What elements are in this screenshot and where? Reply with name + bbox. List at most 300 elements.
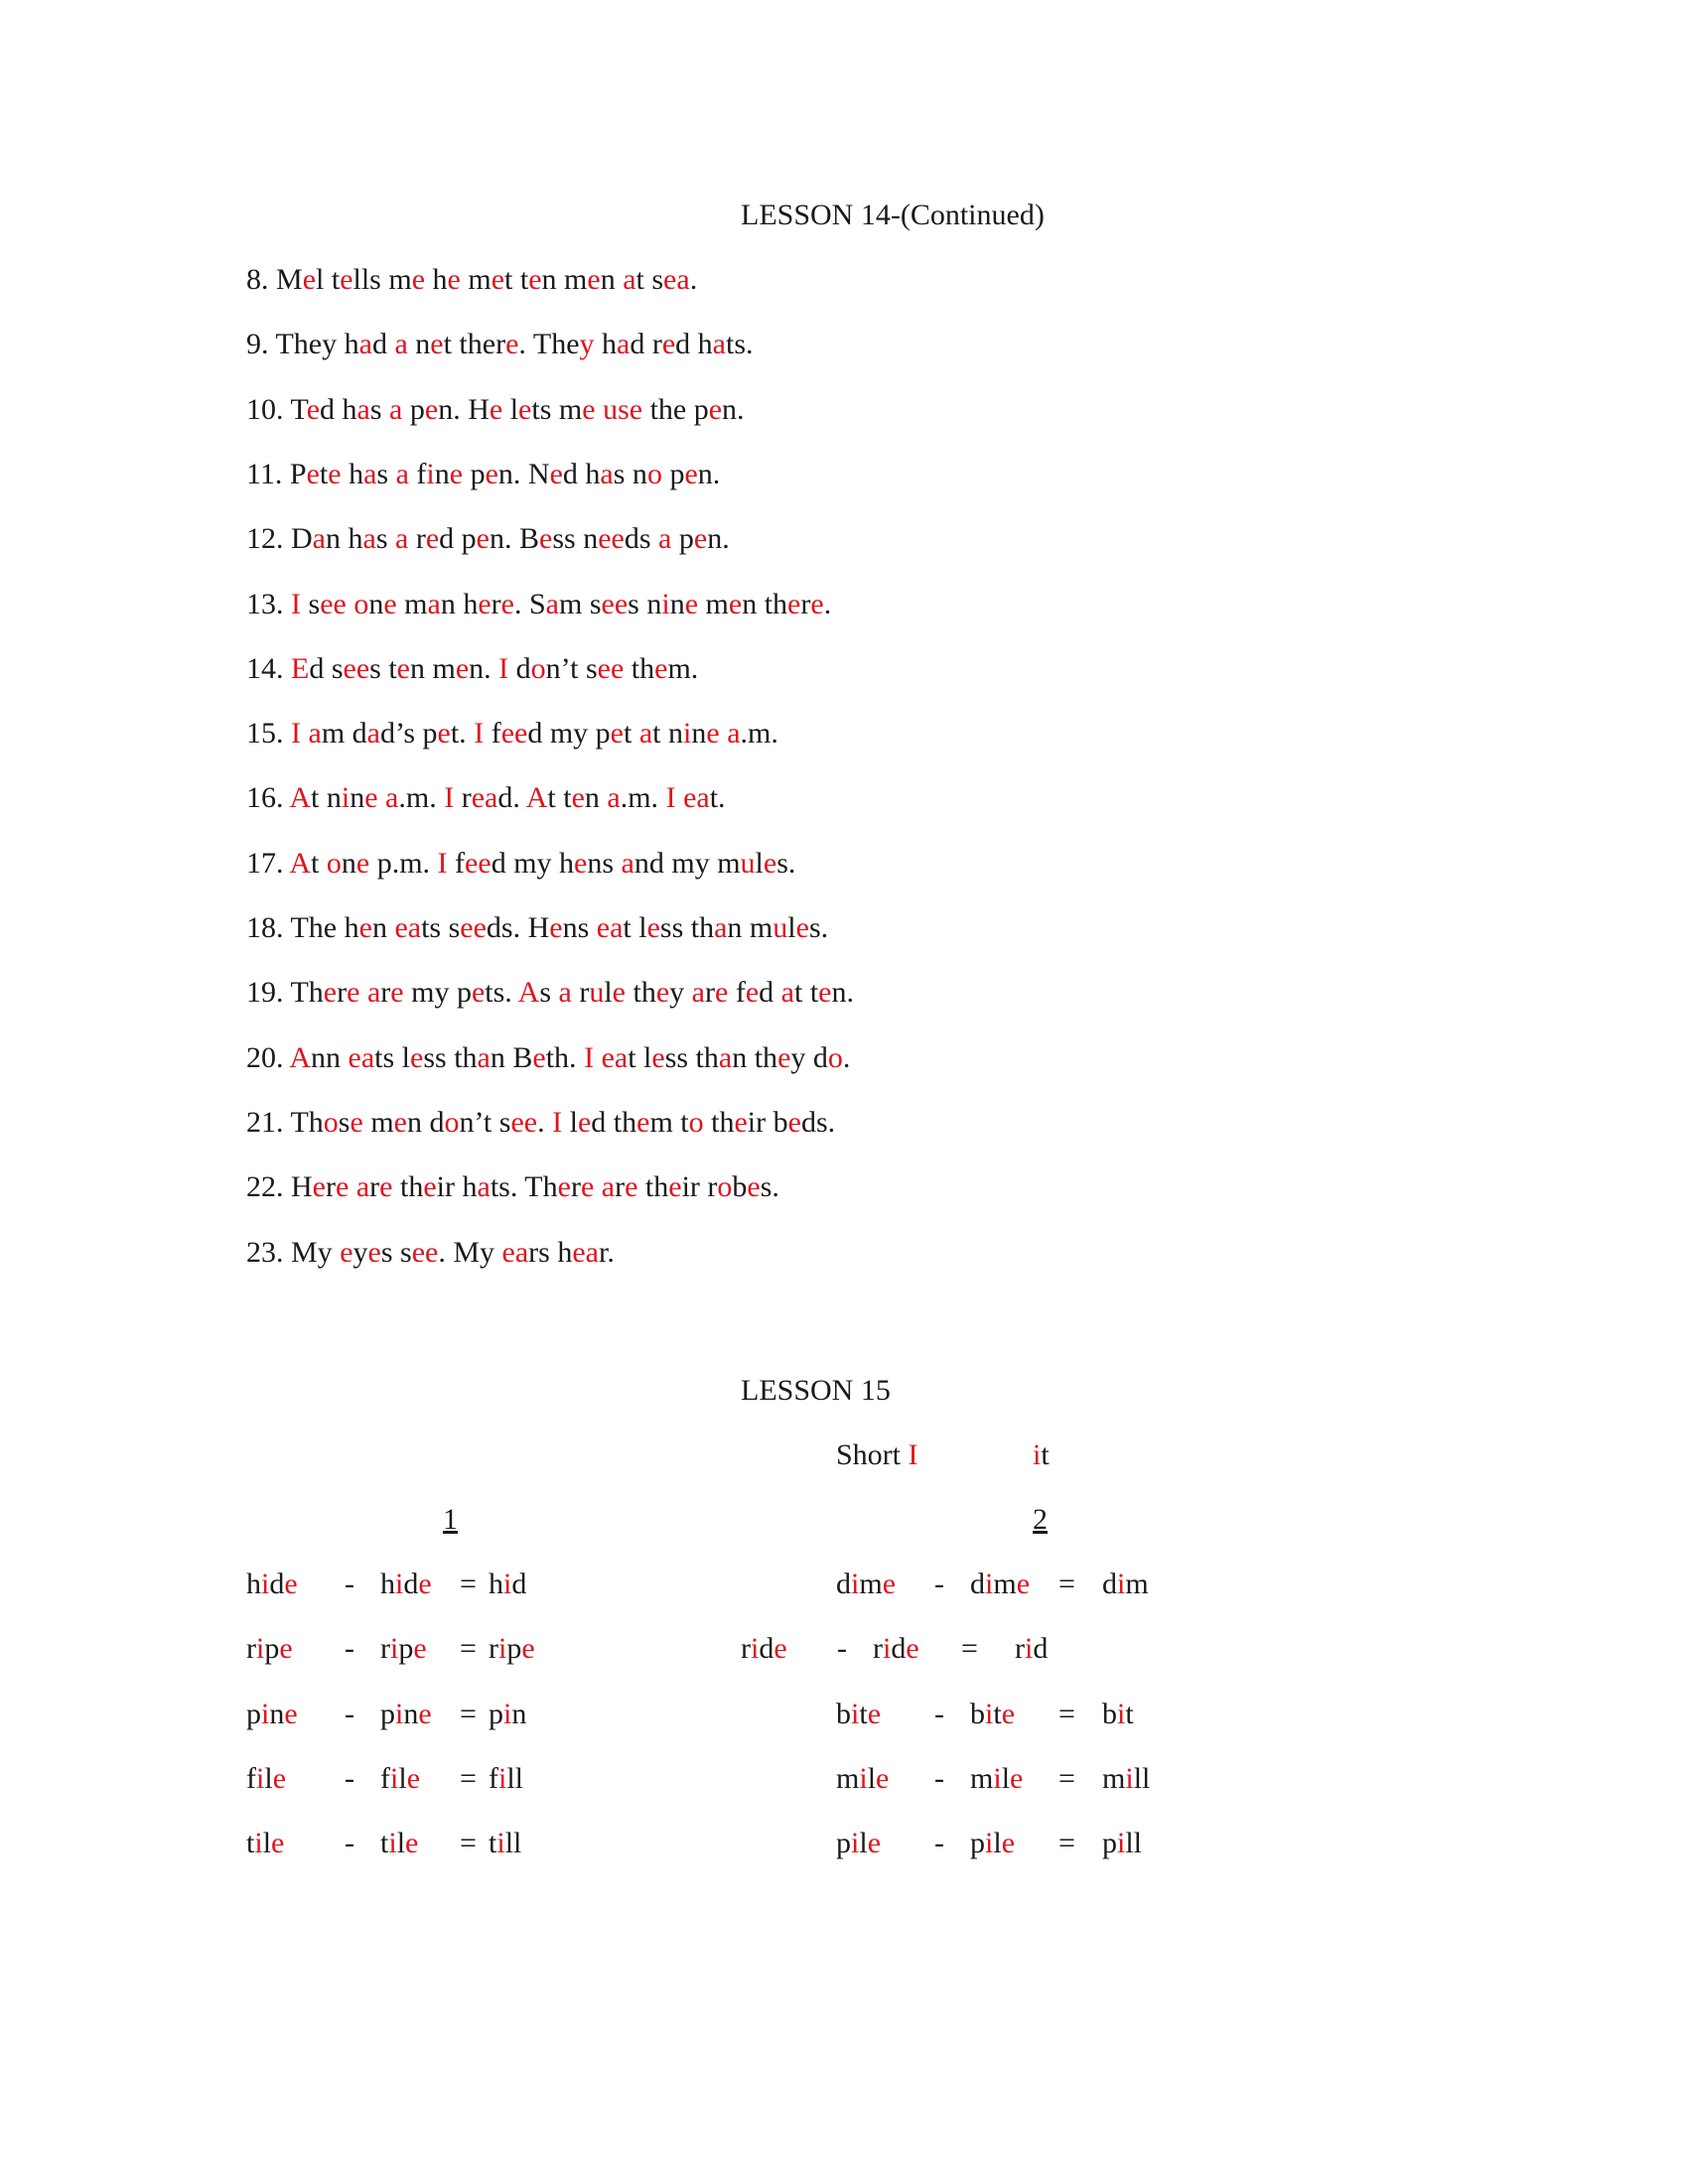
equals-symbol: = (1058, 1568, 1075, 1600)
text-segment: n. (697, 457, 721, 490)
text-segment: l (859, 1827, 868, 1860)
highlighted-letters: A (525, 781, 548, 815)
text-segment: n (403, 1697, 419, 1730)
text-segment: d (269, 1568, 285, 1600)
text-segment: ss th (664, 1040, 719, 1074)
text-segment: 16. (246, 781, 290, 815)
text-segment: h (425, 263, 448, 296)
text-segment: l (264, 1761, 273, 1795)
column-2-label: 2 (1033, 1503, 1048, 1536)
text-segment: r. (598, 1235, 615, 1269)
highlighted-letters: ee (465, 846, 492, 880)
text-segment: d h (320, 392, 357, 426)
short-vowel-word (489, 1632, 535, 1666)
text-segment: p (1102, 1827, 1117, 1860)
text-segment: 17. (246, 846, 290, 880)
text-segment: n (407, 328, 431, 361)
highlighted-letters: a (355, 1170, 370, 1204)
highlighted-letters: e (577, 1105, 592, 1139)
equals-symbol: = (460, 1827, 477, 1860)
text-segment: ll (506, 1761, 524, 1795)
highlighted-letters: e (532, 1040, 546, 1074)
text-segment: m (362, 1105, 394, 1139)
text-segment: 18. The h (246, 911, 359, 944)
highlighted-letters: A (289, 846, 312, 880)
long-vowel-word (246, 1698, 298, 1731)
highlighted-letters: ee (598, 522, 625, 556)
highlighted-letters: I (584, 1040, 595, 1074)
text-segment: f (380, 1761, 390, 1795)
text-segment: r (454, 781, 472, 815)
text-segment: n. (707, 522, 730, 556)
text-segment: s (376, 457, 396, 490)
text-segment: f (408, 457, 427, 490)
short-vowel-word (1015, 1632, 1048, 1666)
sentence-line (246, 263, 697, 297)
dash-symbol: - (934, 1827, 944, 1860)
highlighted-letters: e (651, 1040, 665, 1074)
text-segment: n. (831, 976, 854, 1010)
highlighted-letters: e (708, 392, 723, 426)
highlighted-letters: e (355, 846, 370, 880)
text-segment: 14. (246, 651, 291, 685)
dash-symbol: - (345, 1761, 354, 1795)
highlighted-letters: e (661, 328, 676, 361)
highlighted-letters: e (406, 1761, 421, 1795)
short-i-label (836, 1438, 918, 1472)
highlighted-letters: e (347, 976, 360, 1010)
highlighted-letters: e (312, 1170, 326, 1204)
highlighted-letters: e (795, 911, 809, 944)
highlighted-letters: ee (411, 1235, 439, 1269)
highlighted-letters: a (712, 328, 726, 361)
text-segment: n (669, 587, 685, 620)
highlighted-letters: a (358, 328, 372, 361)
text-segment: l (562, 1105, 578, 1139)
highlighted-letters: i (256, 1632, 265, 1666)
highlighted-letters: ea (572, 1235, 599, 1269)
long-vowel-word-repeat (380, 1568, 432, 1601)
text-segment: . (689, 263, 698, 296)
text-segment: p (661, 457, 685, 490)
text-segment: t. (709, 781, 726, 815)
text-segment: ir b (747, 1105, 788, 1139)
highlighted-letters: a (600, 457, 614, 490)
highlighted-letters: a (356, 392, 370, 426)
text-segment: d my p (527, 717, 611, 751)
highlighted-letters: e (358, 911, 372, 944)
highlighted-letters: i (390, 1632, 399, 1666)
highlighted-letters: e (336, 1170, 350, 1204)
highlighted-letters: o (827, 1040, 843, 1074)
text-segment: n (511, 1697, 527, 1730)
highlighted-letters: e (668, 1170, 682, 1204)
highlighted-letters: e (1001, 1697, 1016, 1730)
text-segment: th. (545, 1040, 585, 1074)
equals-symbol: = (961, 1632, 978, 1666)
highlighted-letters: i (851, 1827, 860, 1860)
text-segment: t (311, 846, 327, 880)
highlighted-letters: e (612, 976, 626, 1010)
highlighted-letters: use (603, 392, 643, 426)
long-vowel-word-repeat (970, 1762, 1023, 1796)
sentence-line (246, 458, 720, 491)
text-segment: p (402, 392, 425, 426)
highlighted-letters: A (289, 781, 312, 815)
text-segment: h (341, 457, 364, 490)
text-segment: 12. D (246, 522, 313, 556)
highlighted-letters: o (353, 587, 369, 620)
highlighted-letters: e (350, 1105, 363, 1139)
text-segment: p (489, 1697, 503, 1730)
highlighted-letters: e (574, 846, 588, 880)
highlighted-letters: i (1117, 1827, 1126, 1860)
highlighted-letters: e (867, 1697, 882, 1730)
text-segment: t (489, 1827, 497, 1860)
highlighted-letters: e (636, 1105, 650, 1139)
text-segment (359, 976, 367, 1009)
text-segment: r (705, 976, 715, 1010)
long-vowel-word (836, 1568, 896, 1601)
text-segment: m (1125, 1568, 1149, 1600)
highlighted-letters: e (646, 911, 660, 944)
text-segment: t (380, 1827, 389, 1860)
text-segment: m (396, 587, 428, 620)
highlighted-letters: ea (471, 781, 498, 815)
text-segment: t n (652, 717, 684, 751)
highlighted-letters: e (818, 976, 832, 1010)
highlighted-letters: e (284, 1697, 298, 1730)
text-segment: m s (559, 587, 602, 620)
text-segment: p.m. (369, 846, 438, 880)
highlighted-letters: i (395, 1568, 404, 1600)
sentence-line (246, 1236, 615, 1270)
highlighted-letters: i (390, 1761, 399, 1795)
text-segment: r (491, 587, 501, 620)
highlighted-letters: e (383, 587, 397, 620)
text-segment: r (408, 522, 426, 556)
text-segment: r (570, 1170, 581, 1204)
long-vowel-word (246, 1762, 286, 1796)
text-segment: r (1015, 1632, 1025, 1666)
text-segment: n (691, 717, 707, 751)
highlighted-letters: a (607, 781, 621, 815)
text-segment: .m. (740, 717, 778, 751)
long-vowel-word (836, 1762, 889, 1796)
highlighted-letters: i (859, 1761, 868, 1795)
text-segment: d p (439, 522, 477, 556)
long-vowel-word-repeat (873, 1632, 919, 1666)
highlighted-letters: e (521, 1632, 535, 1666)
short-vowel-word (1102, 1698, 1134, 1731)
text-segment: t (246, 1827, 255, 1860)
long-vowel-word (836, 1827, 881, 1860)
text-segment: r (380, 1632, 390, 1666)
text-segment: ll (1125, 1827, 1143, 1860)
highlighted-letters: e (882, 1568, 897, 1600)
highlighted-letters: e (1016, 1568, 1031, 1600)
text-segment: n (350, 781, 365, 815)
highlighted-letters: I (552, 1105, 563, 1139)
text-segment: m d (321, 717, 367, 751)
long-vowel-word (246, 1632, 293, 1666)
highlighted-letters: e (340, 263, 353, 296)
text-segment: m (1102, 1761, 1126, 1795)
highlighted-letters: e (684, 587, 699, 620)
text-segment: f (728, 976, 746, 1010)
short-i-word: Short (836, 1438, 909, 1471)
text-segment: ll (504, 1827, 522, 1860)
text-segment: s (301, 587, 321, 620)
long-vowel-word-repeat (380, 1762, 420, 1796)
highlighted-letters: ee (460, 911, 487, 944)
highlighted-letters: a (308, 717, 322, 751)
highlighted-letters: I (444, 781, 455, 815)
sentence-line (246, 588, 831, 621)
highlighted-letters: e (728, 587, 743, 620)
text-segment: r (369, 1170, 380, 1204)
short-vowel-word (1102, 1827, 1142, 1860)
highlighted-letters: e (272, 1761, 287, 1795)
text-segment: m (698, 587, 729, 620)
highlighted-letters: ea (348, 1040, 375, 1074)
text-segment: 22. H (246, 1170, 313, 1204)
text-segment: .m. (620, 781, 666, 815)
highlighted-letters: E (291, 651, 310, 685)
highlighted-letters: a (558, 976, 572, 1010)
sentence-line (246, 717, 778, 751)
highlighted-letters: e (449, 457, 464, 490)
text-segment: s (338, 1105, 351, 1139)
highlighted-letters: i (661, 587, 670, 620)
highlighted-letters: e (405, 1827, 419, 1860)
long-vowel-word-repeat (970, 1698, 1015, 1731)
highlighted-letters: e (587, 263, 601, 296)
highlighted-letters: o (688, 1105, 704, 1139)
short-i-example-word (1033, 1438, 1050, 1472)
highlighted-letters: a (362, 522, 376, 556)
text-segment: y d (790, 1040, 828, 1074)
text-segment: lls m (352, 263, 412, 296)
highlighted-letters: e (557, 1170, 571, 1204)
highlighted-letters: a (363, 457, 377, 490)
text-segment: s t (369, 651, 397, 685)
highlighted-letters: a (621, 846, 634, 880)
text-segment: n d (406, 1105, 445, 1139)
short-vowel-word (1102, 1568, 1149, 1601)
highlighted-letters: e (518, 392, 532, 426)
highlighted-letters: e (500, 587, 514, 620)
text-segment: n th (742, 587, 788, 620)
highlighted-letters: e (1001, 1827, 1016, 1860)
text-segment: t (1041, 1438, 1050, 1471)
highlighted-letters: u (589, 976, 605, 1010)
highlighted-letters: e (582, 392, 596, 426)
text-segment: t (993, 1697, 1002, 1730)
text-segment: ns (587, 846, 622, 880)
highlighted-letters: ea (663, 263, 690, 296)
text-segment: the p (642, 392, 709, 426)
text-segment: y (669, 976, 692, 1010)
text-segment: d (836, 1568, 851, 1600)
text-segment: f (246, 1761, 256, 1795)
text-segment: d (970, 1568, 985, 1600)
text-segment: th (626, 976, 656, 1010)
text-segment: n. (722, 392, 745, 426)
highlighted-letters: ee (510, 1105, 538, 1139)
text-segment: 21. Th (246, 1105, 324, 1139)
highlighted-letters: i (256, 1761, 265, 1795)
text-segment: t (859, 1697, 868, 1730)
text-segment: t t (547, 781, 572, 815)
highlighted-letters: e (745, 976, 760, 1010)
text-segment: p (671, 522, 694, 556)
text-segment: rs h (528, 1235, 573, 1269)
text-segment: ts l (374, 1040, 411, 1074)
highlighted-letters: e (774, 1632, 787, 1666)
sentence-line (246, 328, 754, 361)
text-segment: nn (311, 1040, 349, 1074)
highlighted-letters: i (883, 1632, 892, 1666)
highlighted-letters: I (437, 846, 448, 880)
sentence-line (246, 652, 698, 686)
text-segment: n (269, 1697, 285, 1730)
highlighted-letters: i (993, 1761, 1002, 1795)
highlighted-letters: e (306, 392, 321, 426)
text-segment: ds (624, 522, 659, 556)
text-segment: t (319, 457, 329, 490)
text-segment: ts m (531, 392, 583, 426)
text-segment: f (489, 1761, 498, 1795)
highlighted-letters: e (625, 1170, 638, 1204)
text-segment: p (246, 1697, 261, 1730)
text-segment: m (970, 1761, 994, 1795)
highlighted-letters: e (455, 651, 470, 685)
text-segment: s. (776, 846, 796, 880)
dash-symbol: - (345, 1827, 354, 1860)
highlighted-letters: e (580, 1170, 595, 1204)
text-segment: m (836, 1761, 860, 1795)
highlighted-letters: ee (500, 717, 528, 751)
text-segment (596, 393, 604, 426)
highlighted-letters: a (385, 781, 399, 815)
highlighted-letters: e (549, 457, 563, 490)
highlighted-letters: e (706, 717, 720, 751)
text-segment: ts. Th (490, 1170, 558, 1204)
highlighted-letters: e (423, 1170, 437, 1204)
text-segment: m. (667, 651, 699, 685)
text-segment: t t (793, 976, 819, 1010)
text-segment: d (511, 1568, 527, 1600)
text-segment: h (246, 1568, 261, 1600)
text-segment: f (484, 717, 501, 751)
highlighted-letters: i (341, 781, 351, 815)
highlighted-letters: e (787, 1105, 801, 1139)
long-vowel-word (836, 1698, 881, 1731)
highlighted-letters: i (395, 1697, 404, 1730)
text-segment: p (398, 1632, 414, 1666)
text-segment: d th (591, 1105, 637, 1139)
highlighted-letters: I (498, 651, 509, 685)
highlighted-letters: a (638, 717, 653, 751)
text-segment: th (392, 1170, 424, 1204)
text-segment: t l (623, 911, 647, 944)
highlighted-letters: e (867, 1827, 882, 1860)
highlighted-letters: e (271, 1827, 285, 1860)
text-segment: t. (450, 717, 475, 751)
highlighted-letters: e (655, 976, 670, 1010)
highlighted-letters: ea (601, 1040, 629, 1074)
text-segment: r (571, 976, 590, 1010)
highlighted-letters: e (447, 263, 461, 296)
highlighted-letters: ea (394, 911, 422, 944)
text-segment: n h (440, 587, 479, 620)
text-segment: n (341, 846, 356, 880)
text-segment: ds. H (486, 911, 550, 944)
highlighted-letters: i (985, 1697, 994, 1730)
long-vowel-word-repeat (380, 1698, 432, 1731)
text-segment: r (326, 1170, 336, 1204)
highlighted-letters: e (810, 587, 824, 620)
text-segment: d s (309, 651, 344, 685)
text-segment: ss th (423, 1040, 478, 1074)
text-segment: s (375, 522, 396, 556)
highlighted-letters: a (394, 328, 408, 361)
text-segment: d’s p (380, 717, 438, 751)
text-segment: b (1102, 1697, 1117, 1730)
text-segment: n. (469, 651, 499, 685)
highlighted-letters: ea (501, 1235, 529, 1269)
text-segment: d. (497, 781, 526, 815)
highlighted-letters: e (418, 1697, 432, 1730)
highlighted-letters: i (261, 1697, 270, 1730)
dash-symbol: - (934, 1568, 944, 1600)
highlighted-letters: e (284, 1568, 298, 1600)
text-segment: s s (380, 1235, 412, 1269)
highlighted-letters: i (985, 1827, 994, 1860)
text-segment: r (873, 1632, 883, 1666)
highlighted-letters: a (727, 717, 741, 751)
text-segment: . (537, 1105, 553, 1139)
text-segment: s (369, 392, 390, 426)
text-segment: n (600, 263, 624, 296)
highlighted-letters: e (684, 457, 698, 490)
text-segment (676, 781, 684, 814)
equals-symbol: = (460, 1697, 477, 1730)
text-segment: d (371, 328, 395, 361)
highlighted-letters: e (763, 846, 777, 880)
highlighted-letters: i (498, 1761, 507, 1795)
highlighted-letters: a (366, 717, 380, 751)
highlighted-letters: e (571, 781, 585, 815)
text-segment: r (741, 1632, 751, 1666)
sentence-line (246, 1106, 835, 1140)
highlighted-letters: e (906, 1632, 919, 1666)
highlighted-letters: e (787, 587, 801, 620)
highlighted-letters: e (390, 976, 404, 1010)
text-segment: ir r (681, 1170, 718, 1204)
equals-symbol: = (1058, 1697, 1075, 1730)
text-segment: n. H (438, 392, 490, 426)
highlighted-letters: i (1033, 1438, 1042, 1471)
highlighted-letters: e (306, 457, 320, 490)
text-segment: ll (1133, 1761, 1151, 1795)
text-segment: p (506, 1632, 522, 1666)
text-segment (349, 1170, 356, 1203)
highlighted-letters: a (389, 392, 403, 426)
sentence-line (246, 393, 745, 427)
highlighted-letters: e (876, 1761, 890, 1795)
